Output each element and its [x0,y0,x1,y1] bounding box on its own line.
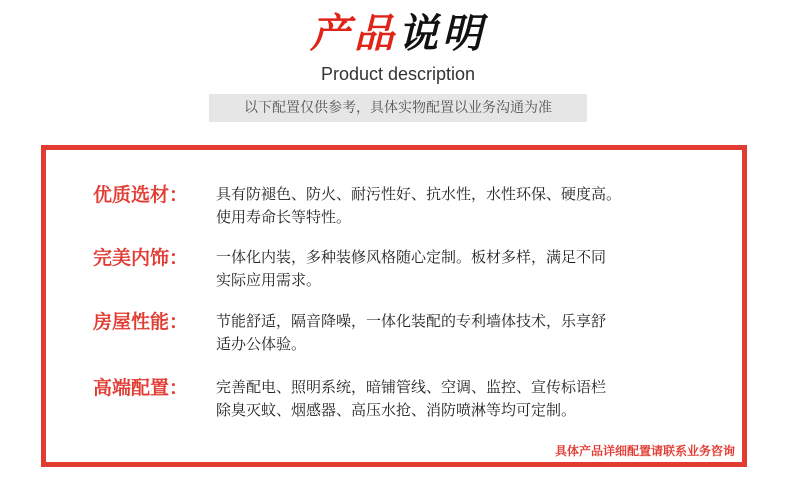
feature-line: 除臭灭蚊、烟感器、高压水抢、消防喷淋等均可定制。 [216,401,577,419]
title-red-part: 产品 [310,10,398,57]
feature-line: 节能舒适，隔音降噪，一体化装配的专利墙体技术，乐享舒 [216,312,607,330]
feature-description [216,246,716,292]
feature-line: 适办公体验。 [216,335,307,353]
feature-description [216,376,716,422]
feature-label: 优质选材： [93,184,189,206]
feature-label: 高端配置： [93,377,189,399]
contact-note: 具体产品详细配置请联系业务咨询 [554,444,735,458]
feature-label: 房屋性能： [93,311,189,333]
feature-card [41,145,747,467]
page-title [0,6,796,62]
feature-line: 实际应用需求。 [216,271,322,289]
feature-line: 具有防褪色、防火、耐污性好、抗水性，水性环保、硬度高。 [216,185,622,203]
feature-line: 一体化内装，多种装修风格随心定制。板材多样，满足不同 [216,248,607,266]
subtitle-english: Product description [320,64,476,84]
feature-description [216,310,716,356]
feature-line: 完善配电、照明系统，暗铺管线、空调、监控、宣传标语栏 [216,378,607,396]
feature-description [216,183,716,229]
feature-line: 使用寿命长等特性。 [216,208,352,226]
title-chinese [310,6,486,62]
title-black-part: 说明 [398,10,486,57]
feature-label: 完美内饰： [93,247,189,269]
reference-notice: 以下配置仅供参考，具体实物配置以业务沟通为准 [209,94,587,122]
